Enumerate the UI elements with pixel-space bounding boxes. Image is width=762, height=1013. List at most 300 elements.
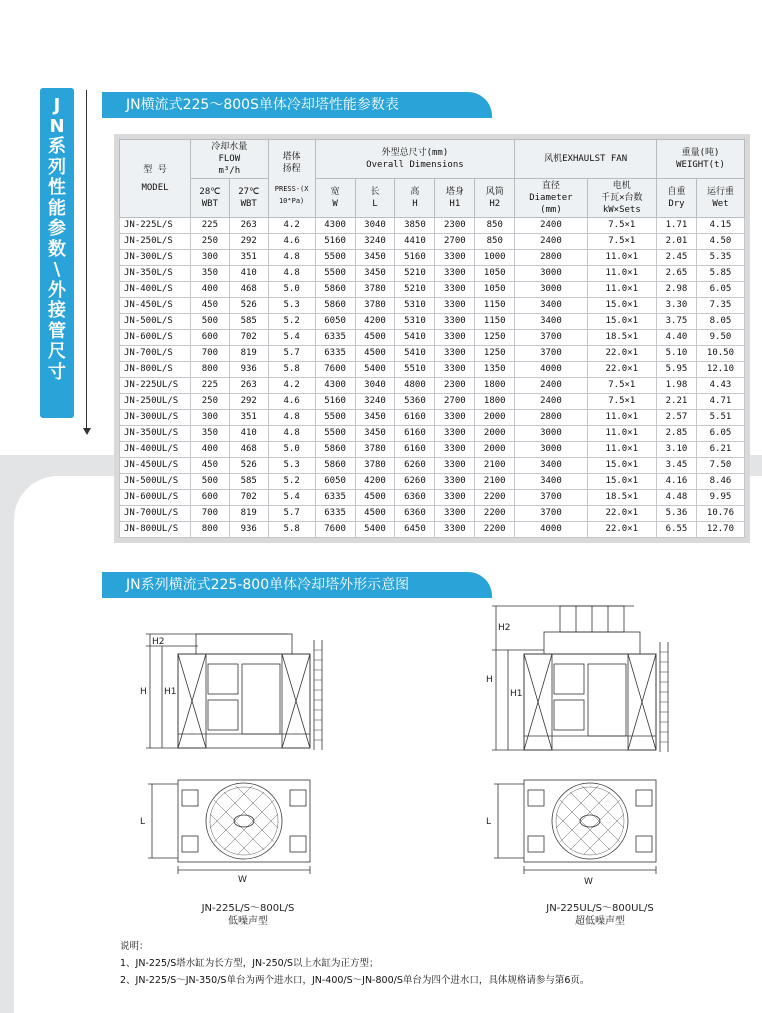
table-cell: 3300 bbox=[435, 426, 475, 442]
table-cell: 2.45 bbox=[657, 250, 697, 266]
table-cell: JN-350UL/S bbox=[120, 426, 191, 442]
table-cell: 585 bbox=[229, 314, 268, 330]
table-cell: 1150 bbox=[475, 314, 515, 330]
table-cell: 351 bbox=[229, 410, 268, 426]
spec-table-frame bbox=[114, 134, 750, 543]
dim-h-right: H bbox=[486, 675, 493, 685]
table-cell: 5.10 bbox=[657, 346, 697, 362]
table-cell: 2.01 bbox=[657, 234, 697, 250]
table-cell: JN-500UL/S bbox=[120, 474, 191, 490]
table-cell: 15.0×1 bbox=[587, 314, 656, 330]
table-cell: 1150 bbox=[475, 298, 515, 314]
table-cell: 11.0×1 bbox=[587, 282, 656, 298]
table-cell: 4.8 bbox=[268, 426, 315, 442]
col-weight: 重量(吨) WEIGHT(t) bbox=[657, 140, 745, 179]
table-cell: JN-600UL/S bbox=[120, 490, 191, 506]
col-model: 型 号 MODEL bbox=[120, 140, 191, 218]
spec-table bbox=[119, 139, 745, 538]
col-flow: 冷却水量 FLOW m³/h bbox=[191, 140, 269, 179]
table-cell: 3300 bbox=[435, 458, 475, 474]
dim-w-right: W bbox=[584, 877, 593, 887]
table-cell: 3000 bbox=[515, 266, 587, 282]
table-cell: JN-500L/S bbox=[120, 314, 191, 330]
table-cell: 1250 bbox=[475, 330, 515, 346]
table-cell: 5.85 bbox=[696, 266, 744, 282]
table-cell: 3700 bbox=[515, 346, 587, 362]
dim-h1-right: H1 bbox=[510, 689, 523, 699]
table-section-header bbox=[102, 92, 492, 118]
table-cell: 12.10 bbox=[696, 362, 744, 378]
table-cell: 6.05 bbox=[696, 282, 744, 298]
table-cell: 4.43 bbox=[696, 378, 744, 394]
table-cell: 5500 bbox=[315, 426, 355, 442]
table-cell: 5.36 bbox=[657, 506, 697, 522]
table-cell: 702 bbox=[229, 490, 268, 506]
table-row bbox=[120, 314, 745, 330]
table-cell: 450 bbox=[191, 458, 230, 474]
table-row bbox=[120, 522, 745, 538]
table-cell: JN-300L/S bbox=[120, 250, 191, 266]
table-cell: 4000 bbox=[515, 362, 587, 378]
table-row bbox=[120, 282, 745, 298]
table-cell: 468 bbox=[229, 442, 268, 458]
table-cell: 2000 bbox=[475, 410, 515, 426]
table-cell: 6050 bbox=[315, 314, 355, 330]
table-cell: 11.0×1 bbox=[587, 426, 656, 442]
table-cell: 350 bbox=[191, 426, 230, 442]
table-cell: 3.45 bbox=[657, 458, 697, 474]
table-cell: 4.15 bbox=[696, 218, 744, 234]
table-row bbox=[120, 394, 745, 410]
table-cell: JN-250UL/S bbox=[120, 394, 191, 410]
table-cell: 4000 bbox=[515, 522, 587, 538]
table-cell: 11.0×1 bbox=[587, 442, 656, 458]
table-cell: 6160 bbox=[395, 442, 435, 458]
notes-line-1: 1、JN-225/S塔水缸为长方型，JN-250/S以上水缸为正方型； bbox=[120, 958, 379, 969]
table-cell: 5400 bbox=[355, 362, 395, 378]
table-cell: JN-400L/S bbox=[120, 282, 191, 298]
table-row bbox=[120, 266, 745, 282]
table-cell: 22.0×1 bbox=[587, 346, 656, 362]
table-cell: 4.6 bbox=[268, 234, 315, 250]
table-cell: 5500 bbox=[315, 250, 355, 266]
table-cell: 250 bbox=[191, 234, 230, 250]
table-cell: 6.21 bbox=[696, 442, 744, 458]
table-cell: JN-700UL/S bbox=[120, 506, 191, 522]
table-cell: 3300 bbox=[435, 298, 475, 314]
table-cell: 6335 bbox=[315, 346, 355, 362]
table-cell: 4.8 bbox=[268, 266, 315, 282]
table-cell: 6260 bbox=[395, 458, 435, 474]
table-cell: 819 bbox=[229, 346, 268, 362]
table-cell: 5310 bbox=[395, 298, 435, 314]
table-cell: 3300 bbox=[435, 410, 475, 426]
table-cell: 6335 bbox=[315, 506, 355, 522]
table-cell: 1250 bbox=[475, 346, 515, 362]
table-row bbox=[120, 330, 745, 346]
table-row bbox=[120, 218, 745, 234]
table-cell: 5210 bbox=[395, 282, 435, 298]
table-cell: 4.2 bbox=[268, 378, 315, 394]
tower-drawing-ultra-low-noise bbox=[484, 602, 684, 900]
table-cell: 819 bbox=[229, 506, 268, 522]
table-cell: 18.5×1 bbox=[587, 490, 656, 506]
table-cell: 3700 bbox=[515, 506, 587, 522]
table-cell: 800 bbox=[191, 362, 230, 378]
col-wet: 运行重 Wet bbox=[696, 179, 744, 218]
dim-l-right: L bbox=[486, 817, 492, 827]
table-cell: 526 bbox=[229, 458, 268, 474]
col-motor: 电机 千瓦×台数 kW×Sets bbox=[587, 179, 656, 218]
table-cell: 5210 bbox=[395, 266, 435, 282]
table-cell: JN-800L/S bbox=[120, 362, 191, 378]
tower-drawing-low-noise bbox=[138, 620, 338, 900]
table-cell: 2800 bbox=[515, 250, 587, 266]
side-arrow-icon bbox=[83, 428, 91, 435]
table-cell: JN-400UL/S bbox=[120, 442, 191, 458]
table-cell: 5.2 bbox=[268, 474, 315, 490]
table-cell: 9.50 bbox=[696, 330, 744, 346]
table-cell: 2000 bbox=[475, 426, 515, 442]
table-cell: JN-350L/S bbox=[120, 266, 191, 282]
table-cell: 6160 bbox=[395, 426, 435, 442]
table-cell: 8.05 bbox=[696, 314, 744, 330]
table-cell: 7.35 bbox=[696, 298, 744, 314]
table-cell: 5310 bbox=[395, 314, 435, 330]
left-drawing-caption: JN-225L/S～800L/S 低噪声型 bbox=[201, 903, 295, 927]
table-cell: 5860 bbox=[315, 298, 355, 314]
table-cell: 3300 bbox=[435, 506, 475, 522]
table-cell: 4410 bbox=[395, 234, 435, 250]
spec-table-body bbox=[120, 218, 745, 538]
table-cell: 4.40 bbox=[657, 330, 697, 346]
dim-l-left: L bbox=[140, 817, 146, 827]
table-cell: 3000 bbox=[515, 426, 587, 442]
table-cell: 5.7 bbox=[268, 506, 315, 522]
table-cell: 6360 bbox=[395, 490, 435, 506]
table-title: JN横流式225～800S单体冷却塔性能参数表 bbox=[102, 92, 492, 118]
table-cell: 6450 bbox=[395, 522, 435, 538]
table-cell: 3.30 bbox=[657, 298, 697, 314]
notes bbox=[120, 938, 589, 989]
table-cell: 410 bbox=[229, 266, 268, 282]
table-cell: 600 bbox=[191, 330, 230, 346]
table-cell: 22.0×1 bbox=[587, 362, 656, 378]
table-cell: 2300 bbox=[435, 378, 475, 394]
table-cell: 5410 bbox=[395, 346, 435, 362]
table-cell: 500 bbox=[191, 474, 230, 490]
table-cell: 850 bbox=[475, 234, 515, 250]
table-cell: 2100 bbox=[475, 458, 515, 474]
table-cell: 3000 bbox=[515, 282, 587, 298]
table-cell: 7600 bbox=[315, 522, 355, 538]
table-cell: 5.3 bbox=[268, 458, 315, 474]
table-cell: 225 bbox=[191, 218, 230, 234]
table-cell: 3780 bbox=[355, 298, 395, 314]
col-l: 长 L bbox=[355, 179, 395, 218]
table-cell: 6050 bbox=[315, 474, 355, 490]
table-cell: 15.0×1 bbox=[587, 298, 656, 314]
table-cell: 2200 bbox=[475, 522, 515, 538]
col-press: 塔体 扬程 PRESS-(X 10⁴Pa) bbox=[268, 140, 315, 218]
table-cell: 410 bbox=[229, 426, 268, 442]
table-cell: 5.4 bbox=[268, 490, 315, 506]
table-cell: 1350 bbox=[475, 362, 515, 378]
table-cell: 6335 bbox=[315, 490, 355, 506]
table-row bbox=[120, 250, 745, 266]
table-cell: 300 bbox=[191, 250, 230, 266]
table-cell: 3300 bbox=[435, 314, 475, 330]
table-row bbox=[120, 426, 745, 442]
table-cell: 263 bbox=[229, 378, 268, 394]
table-cell: 2400 bbox=[515, 394, 587, 410]
col-h2: 风筒 H2 bbox=[475, 179, 515, 218]
dim-w-left: W bbox=[238, 875, 247, 885]
table-cell: 3300 bbox=[435, 330, 475, 346]
table-cell: 292 bbox=[229, 234, 268, 250]
table-cell: 3300 bbox=[435, 522, 475, 538]
table-row bbox=[120, 442, 745, 458]
table-cell: 6260 bbox=[395, 474, 435, 490]
table-cell: 2200 bbox=[475, 490, 515, 506]
table-cell: 2000 bbox=[475, 442, 515, 458]
table-cell: 800 bbox=[191, 522, 230, 538]
table-cell: 5.95 bbox=[657, 362, 697, 378]
table-cell: 12.70 bbox=[696, 522, 744, 538]
table-cell: 3000 bbox=[515, 442, 587, 458]
table-cell: 4300 bbox=[315, 378, 355, 394]
table-cell: 3300 bbox=[435, 442, 475, 458]
table-cell: 2200 bbox=[475, 506, 515, 522]
table-cell: 5.8 bbox=[268, 362, 315, 378]
table-cell: 5.35 bbox=[696, 250, 744, 266]
table-cell: 936 bbox=[229, 522, 268, 538]
table-cell: 6335 bbox=[315, 330, 355, 346]
dim-h2-left: H2 bbox=[152, 637, 165, 647]
table-cell: 1050 bbox=[475, 282, 515, 298]
table-cell: 263 bbox=[229, 218, 268, 234]
notes-line-2: 2、JN-225/S～JN-350/S单台为两个进水口，JN-400/S～JN-800/S单台为四个进水口，具体规格请参与第6页。 bbox=[120, 975, 590, 986]
table-cell: 15.0×1 bbox=[587, 458, 656, 474]
table-cell: JN-225L/S bbox=[120, 218, 191, 234]
table-cell: 936 bbox=[229, 362, 268, 378]
col-fan: 风机EXHAULST FAN bbox=[515, 140, 657, 179]
table-cell: 11.0×1 bbox=[587, 266, 656, 282]
side-guide-line bbox=[86, 90, 87, 430]
table-cell: 292 bbox=[229, 394, 268, 410]
table-cell: 5.0 bbox=[268, 282, 315, 298]
table-cell: 526 bbox=[229, 298, 268, 314]
table-cell: 1050 bbox=[475, 266, 515, 282]
table-cell: 7.5×1 bbox=[587, 378, 656, 394]
table-cell: 11.0×1 bbox=[587, 250, 656, 266]
table-cell: 3780 bbox=[355, 458, 395, 474]
table-cell: 468 bbox=[229, 282, 268, 298]
table-cell: 3400 bbox=[515, 474, 587, 490]
table-cell: 250 bbox=[191, 394, 230, 410]
table-cell: 2.21 bbox=[657, 394, 697, 410]
table-cell: JN-225UL/S bbox=[120, 378, 191, 394]
table-row bbox=[120, 506, 745, 522]
table-cell: JN-450L/S bbox=[120, 298, 191, 314]
table-cell: 1000 bbox=[475, 250, 515, 266]
col-wbt27: 27℃ WBT bbox=[229, 179, 268, 218]
table-cell: 5860 bbox=[315, 442, 355, 458]
table-row bbox=[120, 234, 745, 250]
table-cell: 350 bbox=[191, 266, 230, 282]
drawing-title: JN系列横流式225-800单体冷却塔外形示意图 bbox=[102, 572, 492, 598]
table-cell: 8.46 bbox=[696, 474, 744, 490]
table-cell: 4500 bbox=[355, 330, 395, 346]
table-cell: 4.8 bbox=[268, 250, 315, 266]
table-cell: 1800 bbox=[475, 394, 515, 410]
table-cell: 2.98 bbox=[657, 282, 697, 298]
table-cell: 3.10 bbox=[657, 442, 697, 458]
table-cell: 2.57 bbox=[657, 410, 697, 426]
table-cell: 4.16 bbox=[657, 474, 697, 490]
dim-h1-left: H1 bbox=[164, 687, 177, 697]
table-cell: 4200 bbox=[355, 474, 395, 490]
table-cell: 5860 bbox=[315, 282, 355, 298]
table-cell: JN-600L/S bbox=[120, 330, 191, 346]
table-cell: 7.5×1 bbox=[587, 218, 656, 234]
table-cell: 3240 bbox=[355, 394, 395, 410]
table-cell: 18.5×1 bbox=[587, 330, 656, 346]
dim-h-left: H bbox=[140, 687, 147, 697]
table-cell: 4500 bbox=[355, 490, 395, 506]
table-cell: 5160 bbox=[315, 394, 355, 410]
table-cell: 4.6 bbox=[268, 394, 315, 410]
table-cell: 5500 bbox=[315, 266, 355, 282]
table-cell: 3240 bbox=[355, 234, 395, 250]
table-cell: 3700 bbox=[515, 490, 587, 506]
table-row bbox=[120, 346, 745, 362]
table-cell: 11.0×1 bbox=[587, 410, 656, 426]
table-cell: 3300 bbox=[435, 362, 475, 378]
table-cell: 3300 bbox=[435, 474, 475, 490]
table-cell: 3300 bbox=[435, 346, 475, 362]
table-cell: 7600 bbox=[315, 362, 355, 378]
table-cell: 2700 bbox=[435, 234, 475, 250]
table-cell: 4500 bbox=[355, 346, 395, 362]
table-cell: 7.50 bbox=[696, 458, 744, 474]
table-cell: 6360 bbox=[395, 506, 435, 522]
table-cell: 5400 bbox=[355, 522, 395, 538]
table-cell: 4.8 bbox=[268, 410, 315, 426]
table-cell: 3300 bbox=[435, 266, 475, 282]
table-row bbox=[120, 474, 745, 490]
table-cell: 1.71 bbox=[657, 218, 697, 234]
table-cell: 5.4 bbox=[268, 330, 315, 346]
table-cell: 6.05 bbox=[696, 426, 744, 442]
drawing-section-header bbox=[102, 572, 492, 598]
table-cell: 3780 bbox=[355, 282, 395, 298]
table-cell: 22.0×1 bbox=[587, 506, 656, 522]
right-drawing-caption: JN-225UL/S～800UL/S 超低噪声型 bbox=[546, 903, 654, 927]
table-cell: 3450 bbox=[355, 266, 395, 282]
table-cell: 400 bbox=[191, 442, 230, 458]
col-wbt28: 28℃ WBT bbox=[191, 179, 230, 218]
table-cell: 5510 bbox=[395, 362, 435, 378]
table-cell: 3300 bbox=[435, 282, 475, 298]
col-h: 高 H bbox=[395, 179, 435, 218]
table-cell: 2400 bbox=[515, 378, 587, 394]
table-cell: 225 bbox=[191, 378, 230, 394]
side-title: J N 系 列 性 能 参 数 \ 外 接 管 尺 寸 bbox=[48, 95, 66, 383]
table-cell: 3450 bbox=[355, 250, 395, 266]
table-cell: 2.85 bbox=[657, 426, 697, 442]
table-cell: 3400 bbox=[515, 458, 587, 474]
table-cell: 1800 bbox=[475, 378, 515, 394]
table-cell: 450 bbox=[191, 298, 230, 314]
table-cell: 4.71 bbox=[696, 394, 744, 410]
notes-title: 说明： bbox=[120, 941, 149, 952]
table-cell: 5160 bbox=[315, 234, 355, 250]
table-cell: 2300 bbox=[435, 218, 475, 234]
col-diameter: 直径 Diameter (mm) bbox=[515, 179, 587, 218]
table-cell: 5410 bbox=[395, 330, 435, 346]
table-cell: 5500 bbox=[315, 410, 355, 426]
table-cell: 351 bbox=[229, 250, 268, 266]
table-cell: 22.0×1 bbox=[587, 522, 656, 538]
table-cell: 3.75 bbox=[657, 314, 697, 330]
table-cell: 3040 bbox=[355, 218, 395, 234]
table-cell: 5.8 bbox=[268, 522, 315, 538]
table-cell: 7.5×1 bbox=[587, 234, 656, 250]
table-cell: 4300 bbox=[315, 218, 355, 234]
table-cell: 5860 bbox=[315, 458, 355, 474]
table-cell: 3300 bbox=[435, 250, 475, 266]
table-cell: 3400 bbox=[515, 314, 587, 330]
table-row bbox=[120, 458, 745, 474]
table-cell: 4200 bbox=[355, 314, 395, 330]
table-cell: 9.95 bbox=[696, 490, 744, 506]
table-cell: 5.7 bbox=[268, 346, 315, 362]
table-cell: 5.51 bbox=[696, 410, 744, 426]
table-cell: 2700 bbox=[435, 394, 475, 410]
table-cell: 700 bbox=[191, 506, 230, 522]
table-cell: JN-700L/S bbox=[120, 346, 191, 362]
table-cell: 3450 bbox=[355, 410, 395, 426]
table-cell: JN-800UL/S bbox=[120, 522, 191, 538]
table-cell: 3450 bbox=[355, 426, 395, 442]
col-dimensions: 外型总尺寸(mm) Overall Dimensions bbox=[315, 140, 515, 179]
table-cell: 2400 bbox=[515, 218, 587, 234]
table-cell: JN-300UL/S bbox=[120, 410, 191, 426]
table-cell: 702 bbox=[229, 330, 268, 346]
table-cell: 5.2 bbox=[268, 314, 315, 330]
table-row bbox=[120, 490, 745, 506]
table-cell: 585 bbox=[229, 474, 268, 490]
table-cell: 3850 bbox=[395, 218, 435, 234]
table-cell: 2.65 bbox=[657, 266, 697, 282]
table-cell: 2800 bbox=[515, 410, 587, 426]
table-cell: 4500 bbox=[355, 506, 395, 522]
table-cell: 4.2 bbox=[268, 218, 315, 234]
table-cell: 3400 bbox=[515, 298, 587, 314]
table-cell: 6160 bbox=[395, 410, 435, 426]
table-cell: 4800 bbox=[395, 378, 435, 394]
table-cell: 3300 bbox=[435, 490, 475, 506]
table-cell: 6.55 bbox=[657, 522, 697, 538]
table-cell: 4.48 bbox=[657, 490, 697, 506]
table-cell: 600 bbox=[191, 490, 230, 506]
col-dry: 自重 Dry bbox=[657, 179, 697, 218]
table-cell: 500 bbox=[191, 314, 230, 330]
table-cell: 700 bbox=[191, 346, 230, 362]
dim-h2-right: H2 bbox=[498, 623, 511, 633]
col-w: 宽 W bbox=[315, 179, 355, 218]
